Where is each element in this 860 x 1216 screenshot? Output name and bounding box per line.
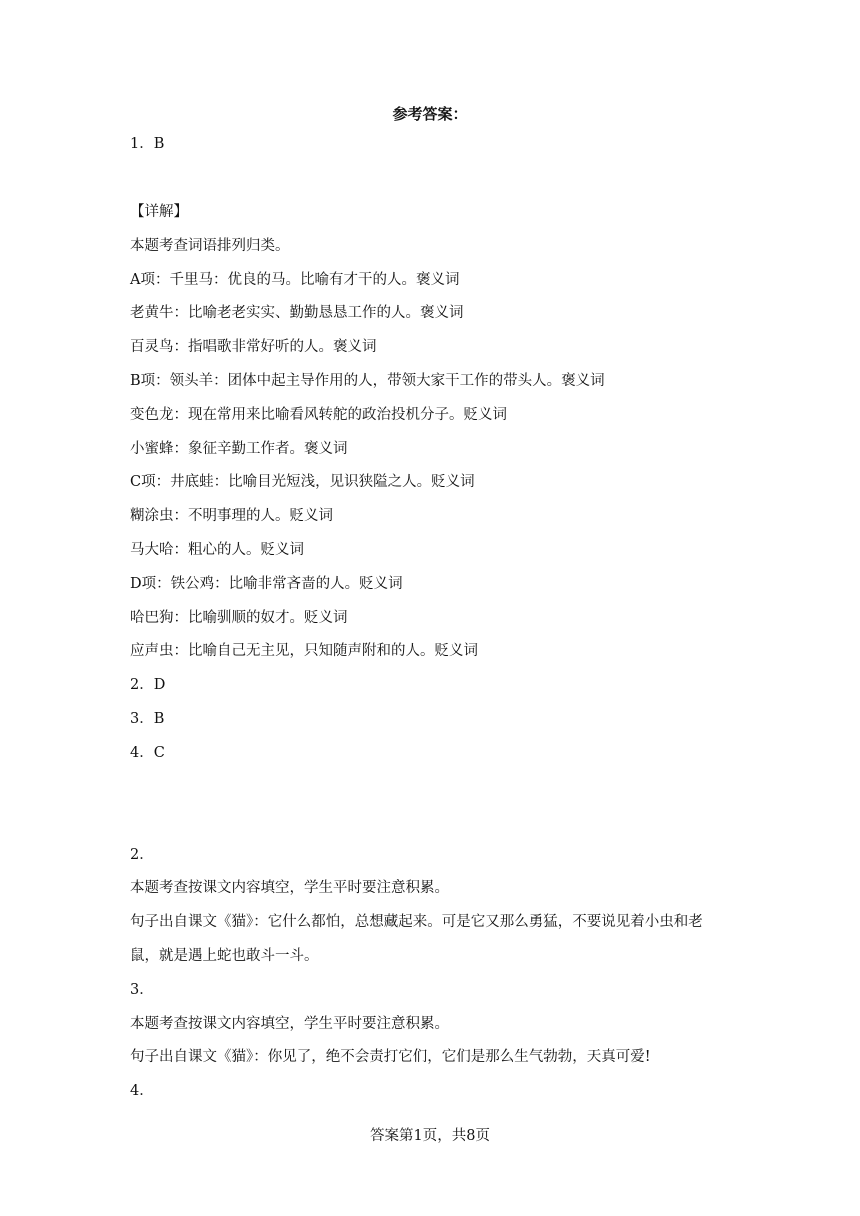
text-line: 本题考查词语排列归类。 xyxy=(130,238,290,254)
answer-2: 2．D xyxy=(130,677,166,693)
text-line: 变色龙：现在常用来比喻看风转舵的政治投机分子。贬义词 xyxy=(130,407,507,423)
text-line: A项：千里马：优良的马。比喻有才干的人。褒义词 xyxy=(130,272,460,288)
detail-2-number: 2． xyxy=(130,847,154,863)
text-line: 马大哈：粗心的人。贬义词 xyxy=(130,542,304,558)
text-line: 老黄牛：比喻老老实实、勤勤恳恳工作的人。褒义词 xyxy=(130,305,464,321)
text-line: 百灵鸟：指唱歌非常好听的人。褒义词 xyxy=(130,339,377,355)
text-line: 本题考查按课文内容填空，学生平时要注意积累。 xyxy=(130,1016,449,1032)
detail-heading: 【详解】 xyxy=(130,204,188,220)
text-line: 鼠，就是遇上蛇也敢斗一斗。 xyxy=(130,948,319,964)
text-line: 句子出自课文《猫》：它什么都怕，总想藏起来。可是它又那么勇猛，不要说见着小虫和老 xyxy=(130,914,703,930)
answer-3: 3．B xyxy=(130,711,165,727)
detail-4-number: 4． xyxy=(130,1083,154,1099)
text-line: 句子出自课文《猫》：你见了，绝不会责打它们，它们是那么生气勃勃，天真可爱! xyxy=(130,1049,651,1065)
page-footer: 答案第1页，共8页 xyxy=(370,1128,490,1144)
answer-4: 4．C xyxy=(130,745,165,761)
text-line: 糊涂虫：不明事理的人。贬义词 xyxy=(130,508,333,524)
text-line: 本题考查按课文内容填空，学生平时要注意积累。 xyxy=(130,880,449,896)
text-line: 哈巴狗：比喻驯顺的奴才。贬义词 xyxy=(130,610,348,626)
text-line: C项：井底蛙：比喻目光短浅，见识狭隘之人。贬义词 xyxy=(130,474,475,490)
page-title: 参考答案： xyxy=(392,105,468,123)
answer-1: 1．B xyxy=(130,136,165,152)
detail-3-number: 3． xyxy=(130,982,154,998)
text-line: 应声虫：比喻自己无主见，只知随声附和的人。贬义词 xyxy=(130,643,478,659)
text-line: 小蜜蜂：象征辛勤工作者。褒义词 xyxy=(130,441,348,457)
text-line: D项：铁公鸡：比喻非常吝啬的人。贬义词 xyxy=(130,576,403,592)
text-line: B项：领头羊：团体中起主导作用的人，带领大家干工作的带头人。褒义词 xyxy=(130,373,605,389)
